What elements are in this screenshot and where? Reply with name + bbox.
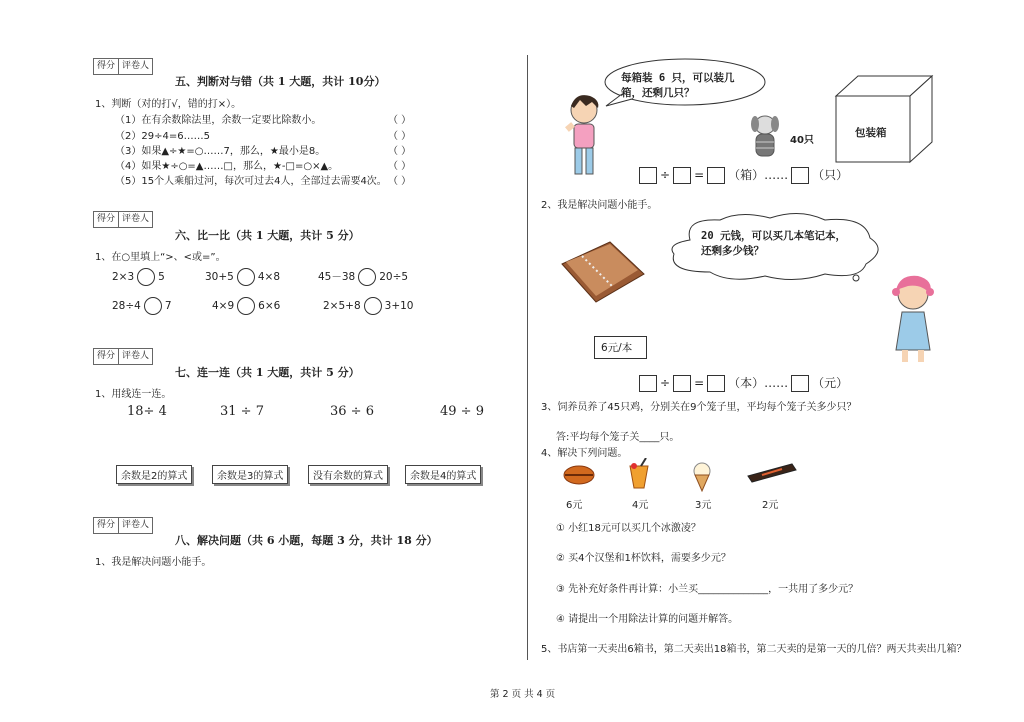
dog-count: 40只 [790,135,814,146]
drink-icon [626,458,652,490]
answer-box[interactable] [673,167,691,184]
toy-dog-icon [748,112,782,160]
score-box: 得分 评卷人 [93,517,153,534]
answer-paren[interactable]: （ ） [388,115,412,126]
price-ice-cream: 3元 [695,500,712,511]
compare-item: 30+5 4×8 [205,268,280,286]
score-box: 得分 评卷人 [93,58,153,75]
equation-2: ÷ = （本）…… （元） [636,374,848,392]
answer-box[interactable] [639,375,657,392]
sub-question-2: ② 买4个汉堡和1杯饮料，需要多少元？ [556,553,731,564]
compare-circle[interactable] [237,268,255,286]
division-expr[interactable]: 31 ÷ 7 [220,404,264,419]
answer-box[interactable] [707,375,725,392]
answer-paren[interactable]: （ ） [388,146,412,157]
s5-item-2: （2）29÷4=6……5 [115,131,210,142]
compare-item: 2×5+8 3+10 [323,297,413,315]
r-answer-3[interactable]: 答:平均每个笼子关____只。 [556,432,680,443]
sub-question-4: ④ 请提出一个用除法计算的问题并解答。 [556,614,739,625]
division-expr[interactable]: 36 ÷ 6 [330,404,374,419]
remainder-box[interactable]: 余数是4的算式 [405,465,481,484]
bubble-2-line-1: 20 元钱，可以买几本笔记本， [701,230,846,242]
remainder-box[interactable]: 余数是2的算式 [116,465,192,484]
package-box [832,74,936,166]
r-question-3: 3、饲养员养了45只鸡，分别关在9个笼子里，平均每个笼子关多少只？ [541,402,857,413]
price-drink: 4元 [632,500,649,511]
girl-illustration [888,272,938,366]
r-question-4: 4、解决下列问题。 [541,448,628,459]
sub-question-3[interactable]: ③ 先补充好条件再计算：小兰买______________，一共用了多少元？ [556,584,859,595]
s5-item-4: （4）如果★÷○=▲……□，那么，★-□=○×▲。 [115,161,339,172]
s5-item-3: （3）如果▲÷★=○……7，那么，★最小是8。 [115,146,326,157]
r-question-2: 2、我是解决问题小能手。 [541,200,658,211]
s5-question-1: 1、判断（对的打√，错的打×）。 [95,99,242,110]
answer-box[interactable] [791,375,809,392]
s8-question-1: 1、我是解决问题小能手。 [95,557,212,568]
equation-1: ÷ = （箱）…… （只） [636,166,848,184]
score-box: 得分 评卷人 [93,211,153,228]
section-7-title: 七、连一连（共 1 大题，共计 5 分） [175,366,360,379]
s5-item-5: （5）15个人乘船过河，每次可过去4人，全部过去需要4次。 [115,176,387,187]
answer-paren[interactable]: （ ） [388,131,412,142]
s7-question-1: 1、用线连一连。 [95,389,172,400]
s6-question-1: 1、在○里填上“>、<或=”。 [95,252,226,263]
r-question-5: 5、书店第一天卖出6箱书，第二天卖出18箱书，第二天卖的是第一天的几倍？两天共卖出几箱？ [541,644,967,655]
compare-circle[interactable] [137,268,155,286]
column-divider [527,55,528,660]
answer-box[interactable] [639,167,657,184]
answer-paren[interactable]: （ ） [388,176,412,187]
bubble-1-line-1: 每箱装 6 只，可以装几 [621,72,735,84]
price-chocolate: 2元 [762,500,779,511]
answer-box[interactable] [673,375,691,392]
compare-item: 2×3 5 [112,268,165,286]
compare-circle[interactable] [364,297,382,315]
division-expr[interactable]: 49 ÷ 9 [440,404,484,419]
compare-circle[interactable] [237,297,255,315]
s5-item-1: （1）在有余数除法里，余数一定要比除数小。 [115,115,322,126]
notebook-icon [556,240,648,306]
ice-cream-icon [690,462,714,492]
bubble-1-line-2: 箱，还剩几只？ [621,87,695,99]
answer-box[interactable] [791,167,809,184]
section-5-title: 五、判断对与错（共 1 大题，共计 10分） [175,75,386,88]
compare-circle[interactable] [358,268,376,286]
score-box: 得分 评卷人 [93,348,153,365]
division-expr[interactable]: 18÷ 4 [127,404,167,419]
box-label: 包装箱 [855,127,887,139]
section-6-title: 六、比一比（共 1 大题，共计 5 分） [175,229,360,242]
hamburger-icon [562,464,596,486]
compare-item: 45－38 20÷5 [318,268,408,286]
sub-question-1: ① 小红18元可以买几个冰激凌？ [556,523,701,534]
compare-item: 28÷4 7 [112,297,172,315]
page-footer: 第 2 页 共 4 页 [490,689,556,700]
bubble-2-line-2: 还剩多少钱？ [701,245,764,257]
price-hamburger: 6元 [566,500,583,511]
answer-box[interactable] [707,167,725,184]
chocolate-bar-icon [746,462,798,484]
remainder-box[interactable]: 没有余数的算式 [308,465,388,484]
compare-item: 4×9 6×6 [212,297,280,315]
section-8-title: 八、解决问题（共 6 小题，每题 3 分，共计 18 分） [175,534,438,547]
answer-paren[interactable]: （ ） [388,161,412,172]
price-tag: 6元/本 [594,336,647,359]
remainder-box[interactable]: 余数是3的算式 [212,465,288,484]
thought-bubble [660,210,890,284]
compare-circle[interactable] [144,297,162,315]
